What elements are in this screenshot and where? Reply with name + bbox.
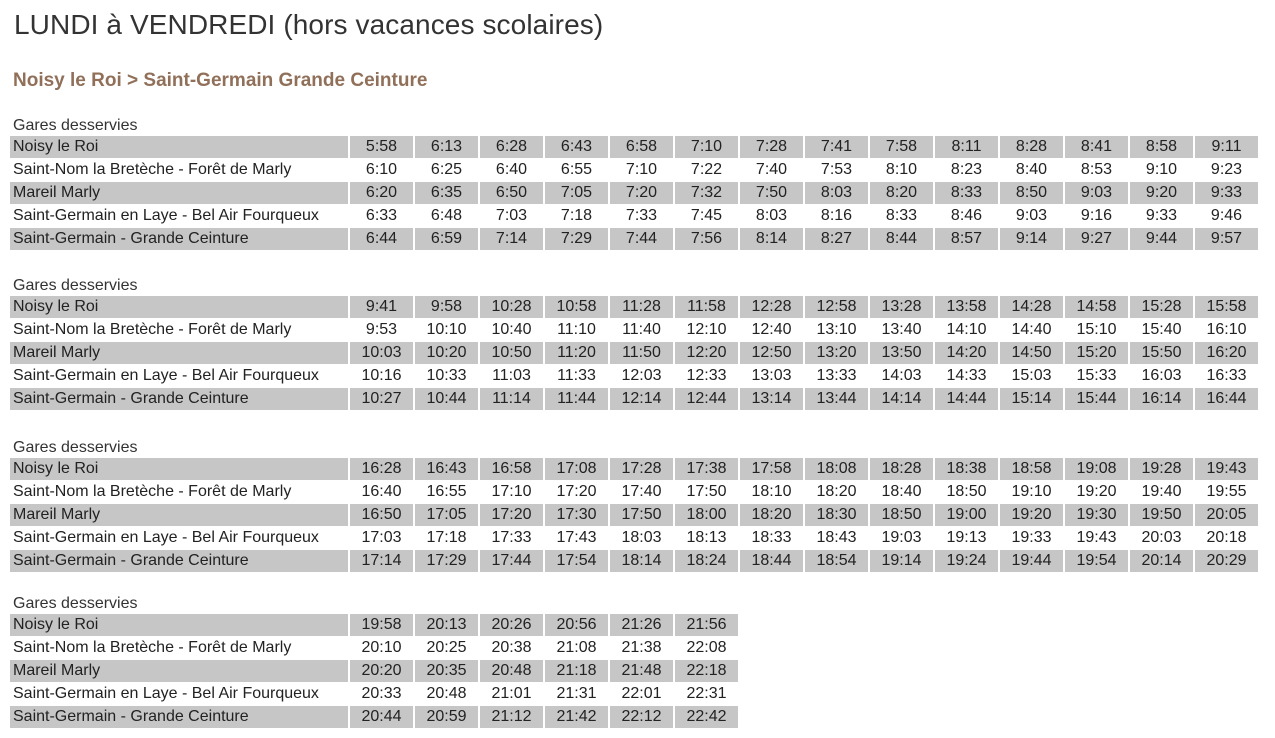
departure-time: 7:10: [610, 159, 675, 182]
departure-time: 18:40: [870, 481, 935, 504]
departure-time: 15:14: [1000, 388, 1065, 411]
departure-time: 21:56: [675, 614, 740, 637]
departure-time: 14:44: [935, 388, 1000, 411]
timetable: [10, 296, 1260, 411]
departure-time: 7:10: [675, 136, 740, 159]
departure-time: 8:03: [740, 205, 805, 228]
departure-time: 19:20: [1065, 481, 1130, 504]
table-row: [10, 504, 1260, 527]
station-name: Saint-Germain - Grande Ceinture: [10, 706, 350, 729]
departure-time: 10:44: [415, 388, 480, 411]
departure-time: 7:03: [480, 205, 545, 228]
departure-time: 18:54: [805, 550, 870, 573]
departure-time: 20:03: [1130, 527, 1195, 550]
departure-time: 18:43: [805, 527, 870, 550]
departure-time: 7:22: [675, 159, 740, 182]
departure-time: 8:58: [1130, 136, 1195, 159]
departure-time: 17:05: [415, 504, 480, 527]
departure-time: 18:20: [740, 504, 805, 527]
departure-time: 16:43: [415, 458, 480, 481]
station-name: Mareil Marly: [10, 504, 350, 527]
departure-time: 18:58: [1000, 458, 1065, 481]
departure-time: 20:29: [1195, 550, 1260, 573]
station-name: Mareil Marly: [10, 182, 350, 205]
table-row: [10, 296, 1260, 319]
departure-time: 6:59: [415, 228, 480, 251]
departure-time: 7:41: [805, 136, 870, 159]
departure-time: 14:20: [935, 342, 1000, 365]
departure-time: 8:53: [1065, 159, 1130, 182]
departure-time: 7:44: [610, 228, 675, 251]
departure-time: 14:28: [1000, 296, 1065, 319]
departure-time: 16:10: [1195, 319, 1260, 342]
departure-time: 9:33: [1130, 205, 1195, 228]
station-name: Saint-Germain en Laye - Bel Air Fourqueux: [10, 365, 350, 388]
departure-time: 22:12: [610, 706, 675, 729]
departure-time: 10:03: [350, 342, 415, 365]
departure-time: 21:12: [480, 706, 545, 729]
departure-time: 6:13: [415, 136, 480, 159]
departure-time: 7:28: [740, 136, 805, 159]
departure-time: 20:14: [1130, 550, 1195, 573]
departure-time: 9:03: [1065, 182, 1130, 205]
departure-time: 11:10: [545, 319, 610, 342]
departure-time: 18:03: [610, 527, 675, 550]
departure-time: 11:33: [545, 365, 610, 388]
departure-time: 9:33: [1195, 182, 1260, 205]
departure-time: 9:03: [1000, 205, 1065, 228]
departure-time: 14:58: [1065, 296, 1130, 319]
departure-time: 21:38: [610, 637, 675, 660]
departure-time: 6:35: [415, 182, 480, 205]
station-name: Saint-Germain - Grande Ceinture: [10, 550, 350, 573]
departure-time: 17:44: [480, 550, 545, 573]
departure-time: 21:01: [480, 683, 545, 706]
departure-time: 12:33: [675, 365, 740, 388]
departure-time: 17:28: [610, 458, 675, 481]
departure-time: 18:14: [610, 550, 675, 573]
departure-time: 7:29: [545, 228, 610, 251]
departure-time: 17:33: [480, 527, 545, 550]
table-row: [10, 136, 1260, 159]
timetable-block: [10, 114, 1260, 251]
departure-time: 21:42: [545, 706, 610, 729]
departure-time: 21:26: [610, 614, 675, 637]
departure-time: 18:44: [740, 550, 805, 573]
station-name: Saint-Nom la Bretèche - Forêt de Marly: [10, 319, 350, 342]
departure-time: 7:45: [675, 205, 740, 228]
departure-time: 13:40: [870, 319, 935, 342]
departure-time: 19:44: [1000, 550, 1065, 573]
timetable: [10, 614, 740, 729]
departure-time: 17:20: [480, 504, 545, 527]
departure-time: 19:03: [870, 527, 935, 550]
departure-time: 15:28: [1130, 296, 1195, 319]
station-name: Saint-Germain en Laye - Bel Air Fourqueux: [10, 683, 350, 706]
table-row: [10, 342, 1260, 365]
departure-time: 19:33: [1000, 527, 1065, 550]
departure-time: 17:58: [740, 458, 805, 481]
departure-time: 8:11: [935, 136, 1000, 159]
station-name: Mareil Marly: [10, 660, 350, 683]
departure-time: 18:10: [740, 481, 805, 504]
departure-time: 20:56: [545, 614, 610, 637]
departure-time: 17:03: [350, 527, 415, 550]
table-row: [10, 182, 1260, 205]
departure-time: 18:50: [870, 504, 935, 527]
departure-time: 20:13: [415, 614, 480, 637]
departure-time: 20:35: [415, 660, 480, 683]
departure-time: 16:14: [1130, 388, 1195, 411]
departure-time: 17:10: [480, 481, 545, 504]
departure-time: 15:03: [1000, 365, 1065, 388]
departure-time: 17:29: [415, 550, 480, 573]
departure-time: 6:48: [415, 205, 480, 228]
departure-time: 7:33: [610, 205, 675, 228]
station-name: Mareil Marly: [10, 342, 350, 365]
timetable: [10, 136, 1260, 251]
departure-time: 16:55: [415, 481, 480, 504]
departure-time: 12:03: [610, 365, 675, 388]
departure-time: 9:44: [1130, 228, 1195, 251]
departure-time: 18:00: [675, 504, 740, 527]
departure-time: 18:20: [805, 481, 870, 504]
departure-time: 19:54: [1065, 550, 1130, 573]
table-row: [10, 228, 1260, 251]
table-row: [10, 319, 1260, 342]
departure-time: 16:03: [1130, 365, 1195, 388]
departure-time: 10:27: [350, 388, 415, 411]
departure-time: 14:40: [1000, 319, 1065, 342]
departure-time: 20:05: [1195, 504, 1260, 527]
departure-time: 12:40: [740, 319, 805, 342]
departure-time: 21:18: [545, 660, 610, 683]
departure-time: 18:50: [935, 481, 1000, 504]
departure-time: 8:14: [740, 228, 805, 251]
departure-time: 12:10: [675, 319, 740, 342]
timetable-block: [10, 592, 740, 729]
departure-time: 22:08: [675, 637, 740, 660]
departure-time: 11:44: [545, 388, 610, 411]
departure-time: 19:24: [935, 550, 1000, 573]
departure-time: 6:28: [480, 136, 545, 159]
departure-time: 20:59: [415, 706, 480, 729]
departure-time: 22:18: [675, 660, 740, 683]
departure-time: 6:55: [545, 159, 610, 182]
departure-time: 20:48: [480, 660, 545, 683]
departure-time: 17:08: [545, 458, 610, 481]
departure-time: 17:54: [545, 550, 610, 573]
station-name: Noisy le Roi: [10, 296, 350, 319]
departure-time: 17:38: [675, 458, 740, 481]
table-row: [10, 388, 1260, 411]
departure-time: 16:50: [350, 504, 415, 527]
table-row: [10, 458, 1260, 481]
departure-time: 20:20: [350, 660, 415, 683]
departure-time: 6:25: [415, 159, 480, 182]
station-name: Saint-Nom la Bretèche - Forêt de Marly: [10, 159, 350, 182]
departure-time: 16:44: [1195, 388, 1260, 411]
departure-time: 9:46: [1195, 205, 1260, 228]
departure-time: 20:10: [350, 637, 415, 660]
departure-time: 7:20: [610, 182, 675, 205]
departure-time: 18:30: [805, 504, 870, 527]
departure-time: 21:08: [545, 637, 610, 660]
departure-time: 7:14: [480, 228, 545, 251]
departure-time: 17:30: [545, 504, 610, 527]
departure-time: 20:25: [415, 637, 480, 660]
departure-time: 16:33: [1195, 365, 1260, 388]
departure-time: 14:33: [935, 365, 1000, 388]
departure-time: 7:18: [545, 205, 610, 228]
departure-time: 16:40: [350, 481, 415, 504]
station-name: Saint-Germain - Grande Ceinture: [10, 228, 350, 251]
block-label: Gares desservies: [13, 117, 138, 134]
table-row: [10, 481, 1260, 504]
departure-time: 11:28: [610, 296, 675, 319]
departure-time: 17:14: [350, 550, 415, 573]
departure-time: 16:28: [350, 458, 415, 481]
departure-time: 11:58: [675, 296, 740, 319]
departure-time: 13:44: [805, 388, 870, 411]
departure-time: 20:44: [350, 706, 415, 729]
departure-time: 7:53: [805, 159, 870, 182]
departure-time: 19:13: [935, 527, 1000, 550]
departure-time: 17:50: [675, 481, 740, 504]
departure-time: 8:41: [1065, 136, 1130, 159]
table-row: [10, 614, 740, 637]
departure-time: 11:20: [545, 342, 610, 365]
departure-time: 14:10: [935, 319, 1000, 342]
departure-time: 17:43: [545, 527, 610, 550]
departure-time: 6:58: [610, 136, 675, 159]
table-row: [10, 683, 740, 706]
departure-time: 19:40: [1130, 481, 1195, 504]
departure-time: 8:03: [805, 182, 870, 205]
departure-time: 7:40: [740, 159, 805, 182]
departure-time: 19:28: [1130, 458, 1195, 481]
departure-time: 14:03: [870, 365, 935, 388]
departure-time: 8:16: [805, 205, 870, 228]
departure-time: 7:56: [675, 228, 740, 251]
departure-time: 13:03: [740, 365, 805, 388]
departure-time: 10:58: [545, 296, 610, 319]
departure-time: 18:13: [675, 527, 740, 550]
departure-time: 5:58: [350, 136, 415, 159]
departure-time: 16:20: [1195, 342, 1260, 365]
departure-time: 13:20: [805, 342, 870, 365]
table-row: [10, 159, 1260, 182]
departure-time: 18:28: [870, 458, 935, 481]
departure-time: 22:31: [675, 683, 740, 706]
departure-time: 19:55: [1195, 481, 1260, 504]
departure-time: 10:10: [415, 319, 480, 342]
departure-time: 19:58: [350, 614, 415, 637]
table-row: [10, 205, 1260, 228]
departure-time: 14:14: [870, 388, 935, 411]
departure-time: 7:05: [545, 182, 610, 205]
departure-time: 20:26: [480, 614, 545, 637]
departure-time: 6:50: [480, 182, 545, 205]
departure-time: 9:10: [1130, 159, 1195, 182]
departure-time: 12:50: [740, 342, 805, 365]
departure-time: 18:33: [740, 527, 805, 550]
departure-time: 8:27: [805, 228, 870, 251]
departure-time: 15:58: [1195, 296, 1260, 319]
departure-time: 9:53: [350, 319, 415, 342]
departure-time: 8:50: [1000, 182, 1065, 205]
departure-time: 8:33: [870, 205, 935, 228]
departure-time: 19:08: [1065, 458, 1130, 481]
departure-time: 12:14: [610, 388, 675, 411]
departure-time: 19:43: [1065, 527, 1130, 550]
departure-time: 20:38: [480, 637, 545, 660]
departure-time: 17:40: [610, 481, 675, 504]
departure-time: 18:38: [935, 458, 1000, 481]
departure-time: 11:14: [480, 388, 545, 411]
table-row: [10, 637, 740, 660]
departure-time: 9:14: [1000, 228, 1065, 251]
table-row: [10, 365, 1260, 388]
departure-time: 9:41: [350, 296, 415, 319]
departure-time: 8:33: [935, 182, 1000, 205]
departure-time: 15:33: [1065, 365, 1130, 388]
table-row: [10, 550, 1260, 573]
departure-time: 7:58: [870, 136, 935, 159]
departure-time: 22:01: [610, 683, 675, 706]
departure-time: 10:16: [350, 365, 415, 388]
station-name: Noisy le Roi: [10, 458, 350, 481]
departure-time: 8:40: [1000, 159, 1065, 182]
departure-time: 14:50: [1000, 342, 1065, 365]
departure-time: 17:18: [415, 527, 480, 550]
departure-time: 15:10: [1065, 319, 1130, 342]
timetable-block: [10, 274, 1260, 411]
departure-time: 13:58: [935, 296, 1000, 319]
departure-time: 19:20: [1000, 504, 1065, 527]
page-title: LUNDI à VENDREDI (hors vacances scolaires): [14, 9, 604, 40]
departure-time: 13:50: [870, 342, 935, 365]
departure-time: 22:42: [675, 706, 740, 729]
station-name: Noisy le Roi: [10, 136, 350, 159]
timetable-block: [10, 436, 1260, 573]
station-name: Saint-Nom la Bretèche - Forêt de Marly: [10, 637, 350, 660]
departure-time: 9:57: [1195, 228, 1260, 251]
departure-time: 10:28: [480, 296, 545, 319]
departure-time: 18:08: [805, 458, 870, 481]
departure-time: 16:58: [480, 458, 545, 481]
station-name: Saint-Germain en Laye - Bel Air Fourqueux: [10, 527, 350, 550]
departure-time: 18:24: [675, 550, 740, 573]
departure-time: 13:14: [740, 388, 805, 411]
table-row: [10, 660, 740, 683]
departure-time: 11:50: [610, 342, 675, 365]
departure-time: 10:40: [480, 319, 545, 342]
departure-time: 10:20: [415, 342, 480, 365]
departure-time: 13:10: [805, 319, 870, 342]
departure-time: 19:43: [1195, 458, 1260, 481]
departure-time: 15:20: [1065, 342, 1130, 365]
departure-time: 19:30: [1065, 504, 1130, 527]
station-name: Saint-Nom la Bretèche - Forêt de Marly: [10, 481, 350, 504]
station-name: Saint-Germain en Laye - Bel Air Fourqueux: [10, 205, 350, 228]
departure-time: 21:31: [545, 683, 610, 706]
departure-time: 17:50: [610, 504, 675, 527]
departure-time: 10:50: [480, 342, 545, 365]
departure-time: 8:10: [870, 159, 935, 182]
departure-time: 21:48: [610, 660, 675, 683]
departure-time: 8:46: [935, 205, 1000, 228]
departure-time: 6:44: [350, 228, 415, 251]
departure-time: 8:23: [935, 159, 1000, 182]
departure-time: 19:14: [870, 550, 935, 573]
departure-time: 19:50: [1130, 504, 1195, 527]
departure-time: 9:16: [1065, 205, 1130, 228]
departure-time: 9:11: [1195, 136, 1260, 159]
route-title: Noisy le Roi > Saint-Germain Grande Ceinture: [13, 70, 428, 91]
table-row: [10, 527, 1260, 550]
departure-time: 20:48: [415, 683, 480, 706]
departure-time: 8:57: [935, 228, 1000, 251]
departure-time: 9:58: [415, 296, 480, 319]
station-name: Noisy le Roi: [10, 614, 350, 637]
departure-time: 6:40: [480, 159, 545, 182]
table-row: [10, 706, 740, 729]
block-label: Gares desservies: [13, 439, 138, 456]
departure-time: 12:28: [740, 296, 805, 319]
departure-time: 9:27: [1065, 228, 1130, 251]
departure-time: 9:20: [1130, 182, 1195, 205]
departure-time: 12:58: [805, 296, 870, 319]
timetable: [10, 458, 1260, 573]
departure-time: 11:40: [610, 319, 675, 342]
departure-time: 10:33: [415, 365, 480, 388]
station-name: Saint-Germain - Grande Ceinture: [10, 388, 350, 411]
departure-time: 6:33: [350, 205, 415, 228]
departure-time: 20:18: [1195, 527, 1260, 550]
departure-time: 6:20: [350, 182, 415, 205]
departure-time: 15:40: [1130, 319, 1195, 342]
departure-time: 6:43: [545, 136, 610, 159]
departure-time: 15:50: [1130, 342, 1195, 365]
departure-time: 13:33: [805, 365, 870, 388]
departure-time: 11:03: [480, 365, 545, 388]
departure-time: 9:23: [1195, 159, 1260, 182]
departure-time: 6:10: [350, 159, 415, 182]
block-label: Gares desservies: [13, 595, 138, 612]
departure-time: 7:32: [675, 182, 740, 205]
departure-time: 20:33: [350, 683, 415, 706]
departure-time: 12:44: [675, 388, 740, 411]
departure-time: 8:44: [870, 228, 935, 251]
departure-time: 19:00: [935, 504, 1000, 527]
departure-time: 17:20: [545, 481, 610, 504]
departure-time: 13:28: [870, 296, 935, 319]
departure-time: 12:20: [675, 342, 740, 365]
departure-time: 8:28: [1000, 136, 1065, 159]
departure-time: 15:44: [1065, 388, 1130, 411]
departure-time: 19:10: [1000, 481, 1065, 504]
block-label: Gares desservies: [13, 277, 138, 294]
departure-time: 7:50: [740, 182, 805, 205]
departure-time: 8:20: [870, 182, 935, 205]
